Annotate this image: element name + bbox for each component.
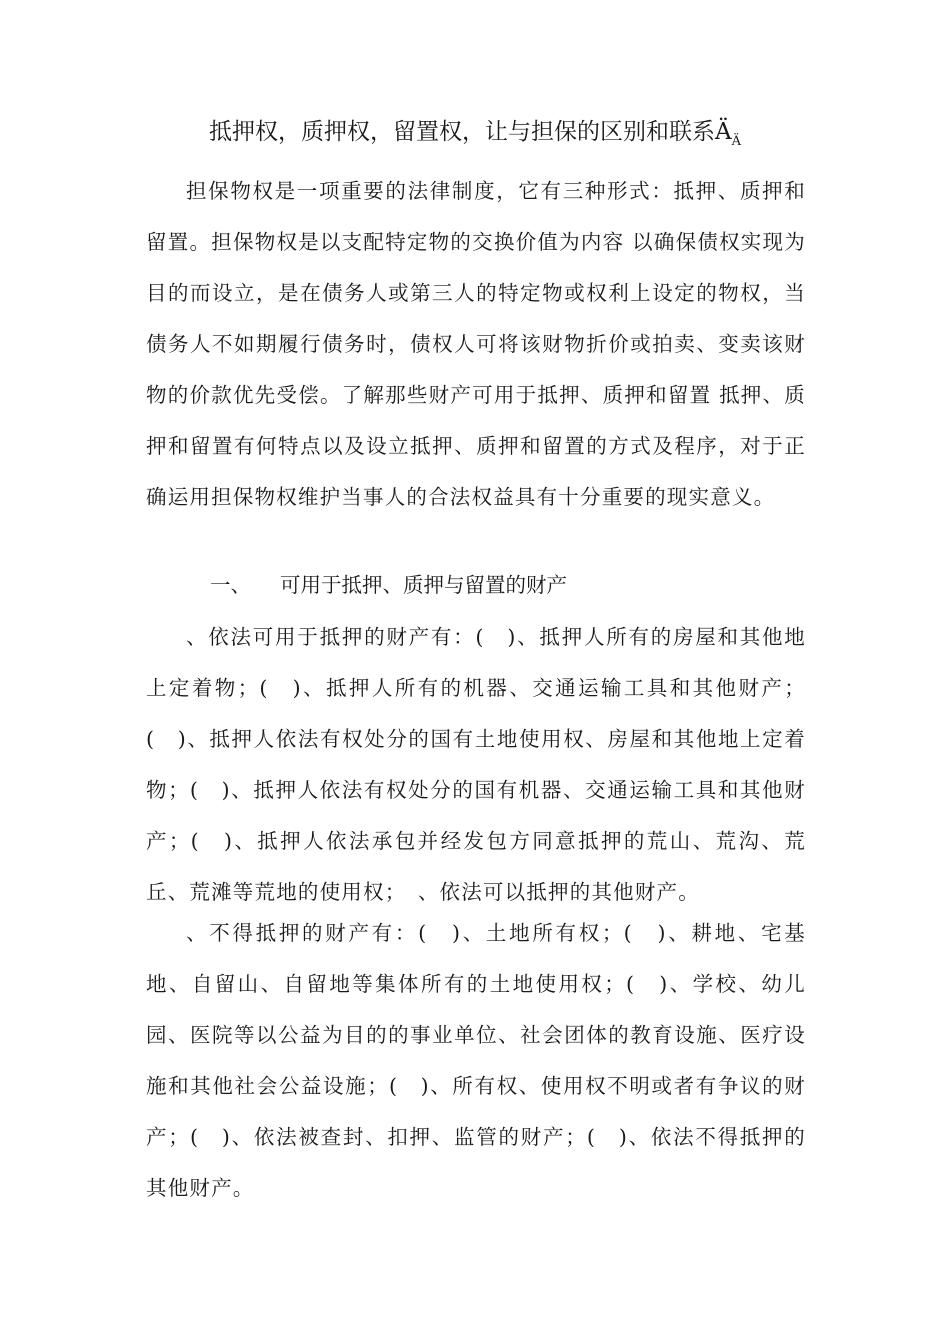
intro-paragraph: 担保物权是一项重要的法律制度，它有三种形式：抵押、质押和留置。担保物权是以支配特定物的交换价值为内容 以确保债权实现为目的而设立，是在债务人或第三人的特定物或权利上设定的物权，当债务人不如期履行债务时，债权人可将该财物折价或拍卖、变卖该财物的价款优先受偿。了解那些财产可用于抵押、质押和留置 抵押、质押和留置有何特点以及设立抵押、质押和留置的方式及程序，对于正确运用担保物权维护当事人的合法权益具有十分重要的现实意义。 [146,179,806,509]
document-title [0,116,950,158]
document-title-subscript: Ä [731,134,741,149]
section-heading [210,565,567,605]
document-title-text: 抵押权，质押权，留置权，让与担保的区别和联系Ä [208,119,732,145]
non-mortgageable-property-paragraph: 、不得抵押的财产有：( )、土地所有权；( )、耕地、宅基地、自留山、自留地等集体所有的土地使用权；( )、学校、幼儿园、医院等以公益为目的的事业单位、社会团体的教育设施、医疗设施和其他社会公益设施；( )、所有权、使用权不明或者有争议的财产；( )、依法被查封、扣押、监管的财产；( )、依法不得抵押的其他财产。 [146,921,806,1200]
section-number: 一、 [210,573,251,597]
section-title: 可用于抵押、质押与留置的财产 [280,573,567,597]
mortgageable-property-paragraph: 、依法可用于抵押的财产有：( )、抵押人所有的房屋和其他地上定着物；( )、抵押人所有的机器、交通运输工具和其他财产；( )、抵押人依法有权处分的国有土地使用权、房屋和其他地上定着物；( )、抵押人依法有权处分的国有机器、交通运输工具和其他财产；( )、抵押人依法承包并经发包方同意抵押的荒山、荒沟、荒丘、荒滩等荒地的使用权； 、依法可以抵押的其他财产。 [146,625,806,904]
